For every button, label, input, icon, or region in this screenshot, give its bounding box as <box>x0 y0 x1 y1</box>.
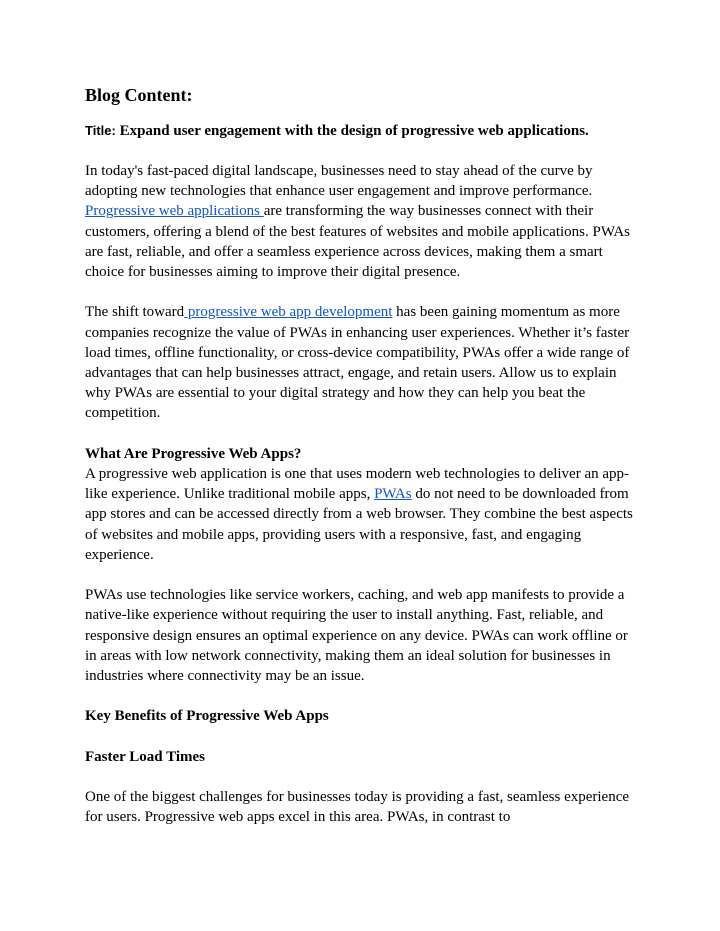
intro-paragraph <box>85 161 641 282</box>
section-heading: Blog Content: <box>85 85 193 105</box>
load-times-paragraph: One of the biggest challenges for businesses today is providing a fast, seamless experience for users. Progressive web apps excel in this area. PWAs, in contrast to <box>85 789 630 826</box>
faster-load-times-heading: Faster Load Times <box>85 748 206 765</box>
shift-text-a: The shift toward <box>85 304 185 321</box>
key-benefits-heading: Key Benefits of Progressive Web Apps <box>85 708 329 725</box>
definition-paragraph <box>85 464 641 565</box>
pwas-link[interactable]: PWAs <box>374 486 412 503</box>
title-label: Title: <box>85 123 116 138</box>
blog-title <box>85 121 641 141</box>
shift-paragraph <box>85 302 641 423</box>
document-body <box>85 83 641 848</box>
definition-text-b: do not need to be downloaded from app stores and can be accessed directly from a web browser. They combine the best aspects of websites and mobile apps, providing users with a responsive, fast, and engaging experience. <box>85 486 633 563</box>
progressive-web-applications-link[interactable]: Progressive web applications <box>85 203 264 220</box>
definition-text-a: A progressive web application is one that uses modern web technologies to deliver an app-like experience. Unlike traditional mobile apps, <box>85 466 630 503</box>
what-are-pwas-heading: What Are Progressive Web Apps? <box>85 445 302 462</box>
pwa-development-link[interactable]: progressive web app development <box>184 304 393 321</box>
technologies-paragraph: PWAs use technologies like service workers, caching, and web app manifests to provide a native-like experience without requiring the user to install anything. Fast, reliable, and responsive design ensures an optimal experience on any device. PWAs can work offline or in areas with low network connectivity, making them an ideal solution for businesses in industries where connectivity may be an issue. <box>85 587 628 685</box>
intro-text-a: In today's fast-paced digital landscape, businesses need to stay ahead of the curve by adopting new technologies that enhance user engagement and improve performance. <box>85 163 593 200</box>
shift-text-b: has been gaining momentum as more companies recognize the value of PWAs in enhancing user experiences. Whether it’s faster load times, offline functionality, or cross-device compatibility, PWAs offer a wide range of advantages that can help businesses attract, engage, and retain users. Allow us to explain why PWAs are essential to your digital strategy and how they can help you beat the competition. <box>85 304 630 422</box>
intro-text-b: are transforming the way businesses connect with their customers, offering a blend of the best features of websites and mobile applications. PWAs are fast, reliable, and offer a seamless experience across devices, making them a smart choice for businesses aiming to improve their digital presence. <box>85 203 631 281</box>
title-text: Expand user engagement with the design of progressive web applications. <box>119 123 589 139</box>
